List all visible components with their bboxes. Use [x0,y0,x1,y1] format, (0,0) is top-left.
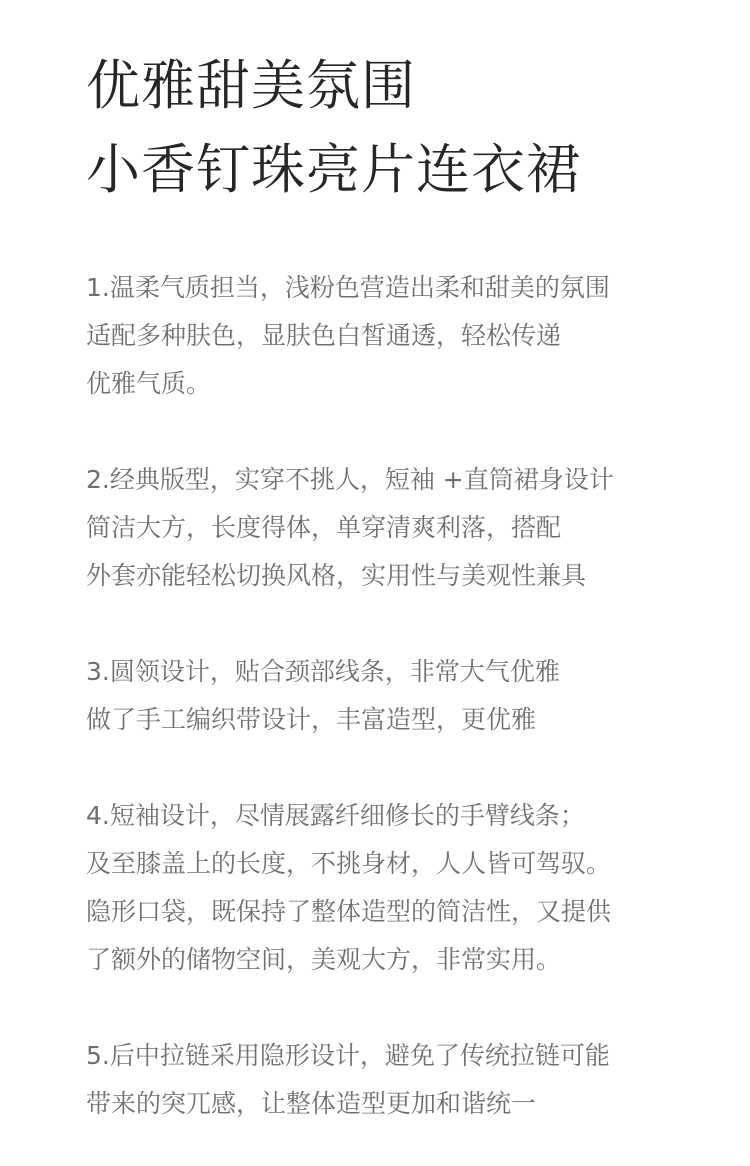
feature-2-line-2: 简洁大方，长度得体，单穿清爽利落，搭配 [86,513,562,542]
feature-1-line-1: 1.温柔气质担当，浅粉色营造出柔和甜美的氛围 [86,273,610,302]
feature-section-2 [86,456,726,600]
feature-4-line-2: 及至膝盖上的长度，不挑身材，人人皆可驾驭。 [86,849,612,878]
feature-1-line-3: 优雅气质。 [86,369,212,398]
feature-5-line-1: 5.后中拉链采用隐形设计，避免了传统拉链可能 [86,1041,610,1070]
feature-1-line-2: 适配多种肤色，显肤色白皙通透，轻松传递 [86,321,562,350]
title-line-2: 小香钉珠亮片连衣裙 [86,138,581,201]
page-title [86,44,726,212]
feature-2-line-3: 外套亦能轻松切换风格，实用性与美观性兼具 [86,561,587,590]
feature-section-3 [86,648,726,744]
feature-2-line-1: 2.经典版型，实穿不挑人，短袖 +直筒裙身设计 [86,465,614,494]
title-line-1: 优雅甜美氛围 [86,54,416,117]
feature-3-line-2: 做了手工编织带设计，丰富造型，更优雅 [86,705,537,734]
feature-4-line-4: 了额外的储物空间，美观大方，非常实用。 [86,945,562,974]
feature-4-line-1: 4.短袖设计，尽情展露纤细修长的手臂线条； [86,801,585,830]
feature-4-line-3: 隐形口袋，既保持了整体造型的简洁性，又提供 [86,897,612,926]
feature-3-line-1: 3.圆领设计，贴合颈部线条，非常大气优雅 [86,657,560,686]
feature-5-line-2: 带来的突兀感，让整体造型更加和谐统一 [86,1089,537,1118]
feature-section-1 [86,264,726,408]
feature-section-5 [86,1032,726,1128]
feature-section-4 [86,792,726,984]
